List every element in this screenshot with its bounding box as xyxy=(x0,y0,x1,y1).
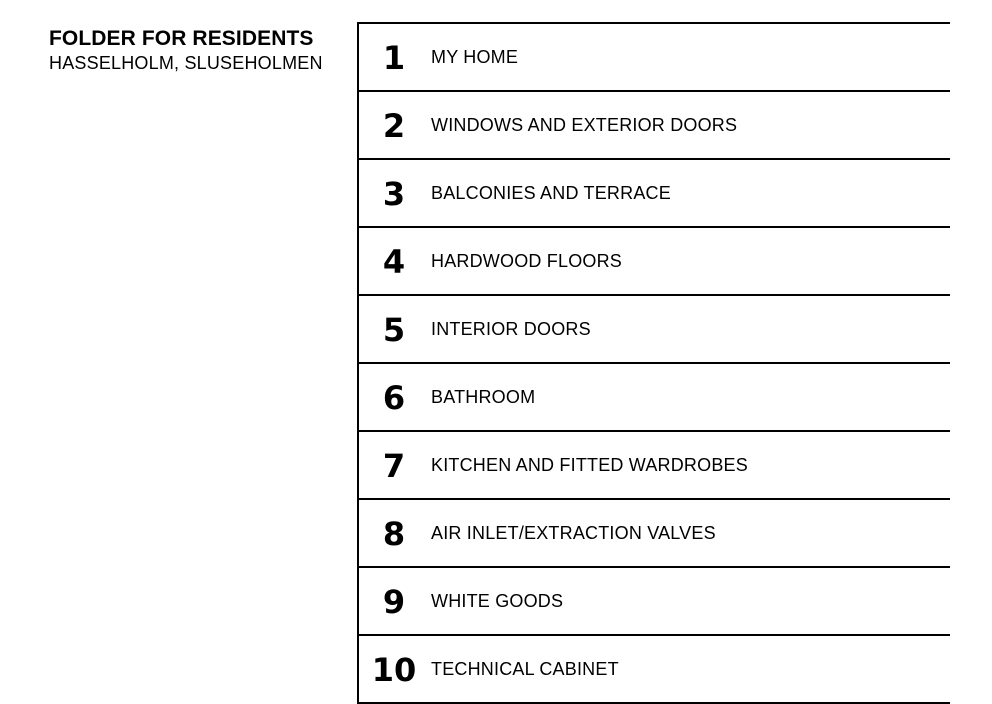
section-label: BALCONIES AND TERRACE xyxy=(431,183,671,203)
section-number: 3 xyxy=(382,175,406,213)
section-label: BATHROOM xyxy=(431,387,536,407)
document-header xyxy=(49,26,323,76)
section-label: INTERIOR DOORS xyxy=(431,319,591,339)
section-index xyxy=(357,22,950,704)
section-label: MY HOME xyxy=(431,47,519,67)
section-number: 2 xyxy=(382,107,406,145)
section-tab-7[interactable] xyxy=(359,432,950,500)
section-tab-2[interactable] xyxy=(359,92,950,160)
section-number: 9 xyxy=(382,583,406,621)
section-label: AIR INLET/EXTRACTION VALVES xyxy=(431,523,716,543)
section-label: TECHNICAL CABINET xyxy=(431,659,619,679)
section-number: 7 xyxy=(382,447,406,485)
section-tab-5[interactable] xyxy=(359,296,950,364)
section-number: 5 xyxy=(382,311,406,349)
section-number: 6 xyxy=(382,379,406,417)
section-tab-8[interactable] xyxy=(359,500,950,568)
section-tab-1[interactable] xyxy=(359,24,950,92)
section-label: WINDOWS AND EXTERIOR DOORS xyxy=(431,115,738,135)
section-tab-3[interactable] xyxy=(359,160,950,228)
section-tab-9[interactable] xyxy=(359,568,950,636)
section-tab-6[interactable] xyxy=(359,364,950,432)
section-tab-4[interactable] xyxy=(359,228,950,296)
section-tab-10[interactable] xyxy=(359,636,950,704)
section-number: 10 xyxy=(371,651,417,689)
section-label: KITCHEN AND FITTED WARDROBES xyxy=(431,455,748,475)
document-title: FOLDER FOR RESIDENTS xyxy=(49,27,314,50)
section-label: WHITE GOODS xyxy=(431,591,564,611)
section-number: 8 xyxy=(382,515,406,553)
section-number: 1 xyxy=(382,39,406,77)
section-number: 4 xyxy=(382,243,406,281)
section-label: HARDWOOD FLOORS xyxy=(431,251,623,271)
document-subtitle: HASSELHOLM, SLUSEHOLMEN xyxy=(49,53,323,73)
